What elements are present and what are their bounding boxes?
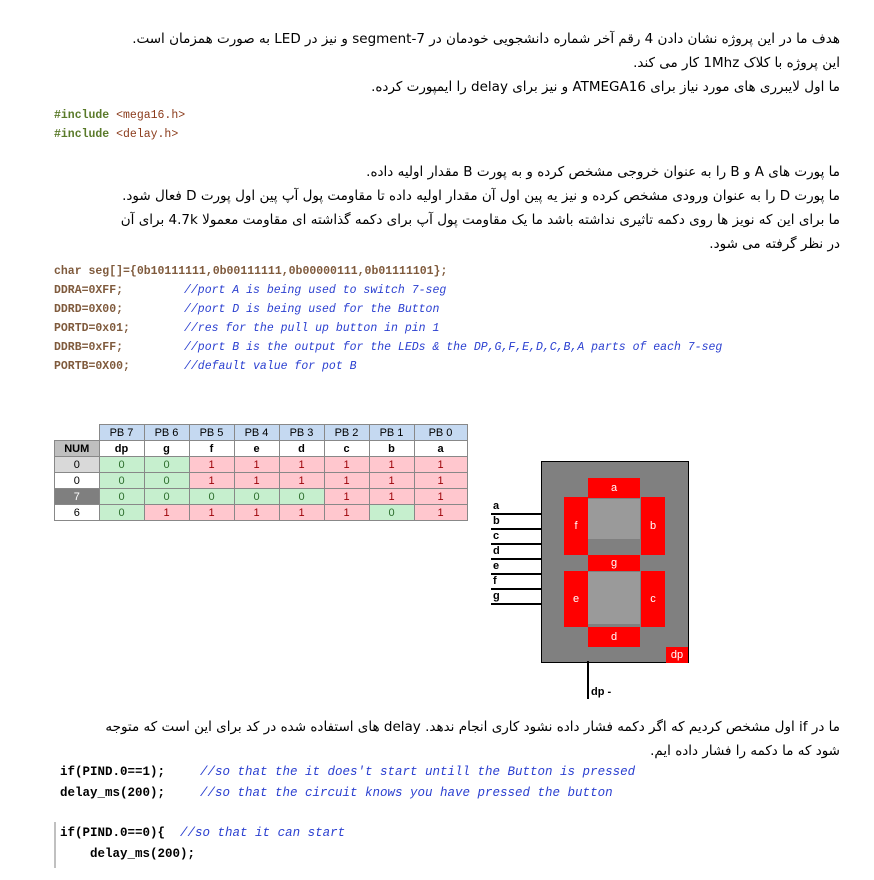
bit-cell: 1 [324,505,369,521]
segment-b: b [641,497,665,555]
pin-label: a [493,500,500,512]
code-comment: //default value for pot B [184,360,357,373]
bit-cell: 1 [414,457,467,473]
pb-header: PB 5 [189,425,234,441]
bit-cell: 0 [99,489,144,505]
pb-header: PB 6 [144,425,189,441]
seg-header: dp [99,441,144,457]
code-line [60,783,613,804]
segment-c: c [641,571,665,627]
pb-header-row [55,425,468,441]
code-comment: //so that the it does't start untill the Button is pressed [200,765,636,779]
seg-header: g [144,441,189,457]
pin-label: c [493,530,500,542]
table-row [55,457,468,473]
bit-cell: 0 [189,489,234,505]
pb-header: PB 0 [414,425,467,441]
bit-cell: 1 [324,473,369,489]
code-line [54,300,439,319]
code-array-line [54,262,447,281]
code-comment: //res for the pull up button in pin 1 [184,322,440,335]
include-directive: #include [54,109,110,122]
bit-cell: 1 [324,489,369,505]
code-statement: DDRB=0xFF; [54,341,124,354]
segment-a: a [588,478,640,498]
bit-cell: 0 [369,505,414,521]
bit-cell: 1 [234,457,279,473]
bit-cell: 1 [324,457,369,473]
pin-label: d [493,545,500,557]
seg-header: f [189,441,234,457]
num-header: NUM [55,441,100,457]
num-cell: 0 [55,457,100,473]
bit-cell: 1 [279,505,324,521]
seg-header: b [369,441,414,457]
pin-label: b [493,515,500,527]
num-cell: 0 [55,473,100,489]
pin-label: g [493,590,500,602]
pin-label: f [493,575,497,587]
code-statement: if(PIND.0==1); [60,765,166,779]
seg-header: c [324,441,369,457]
intro-line-3: ما اول لایبرری های مورد نیاز برای ATMEGA16 و نیز برای delay را ایمپورت کرده. [371,79,840,95]
bit-cell: 1 [414,505,467,521]
code-line [54,319,439,338]
code-block-3-line-2: delay_ms(200); [60,847,196,861]
seg-header: e [234,441,279,457]
bit-cell: 1 [189,457,234,473]
bit-cell: 1 [279,473,324,489]
bit-cell: 0 [144,473,189,489]
intro-line-2: این پروژه با کلاک 1Mhz کار می کند. [633,55,840,71]
bit-cell: 1 [234,473,279,489]
seg-header: d [279,441,324,457]
intro-line-1: هدف ما در این پروژه نشان دادن 4 رقم آخر شماره دانشجویی خودمان در 7-segment و نیز در LED به صورت همزمان است. [132,31,840,47]
segment-f: f [564,497,588,555]
bit-cell: 1 [369,473,414,489]
pin-line [491,573,542,575]
button-line-1: ما در if اول مشخص کردیم که اگر دکمه فشار داده نشود کاری انجام ندهد. delay های استفاده شده در کد برای این است که متوجه [105,719,840,735]
code-comment: //port D is being used for the Button [184,303,440,316]
bit-cell: 1 [414,489,467,505]
code-statement: DDRD=0X00; [54,303,124,316]
ports-line-2: ما پورت D را به عنوان ورودی مشخص کرده و نیز یه پین اول آن مقدار اولیه داده تا مقاومت پول آپ پین اول پورت D فعال شود. [122,188,840,204]
bit-cell: 1 [144,505,189,521]
pb-header: PB 2 [324,425,369,441]
pb-header: PB 3 [279,425,324,441]
bit-cell: 1 [414,473,467,489]
segment-dp: dp [666,647,688,663]
segment-window-top [588,499,640,539]
code-line [54,357,357,376]
seg-header: a [414,441,467,457]
code-comment: //port B is the output for the LEDs & the DP,G,F,E,D,C,B,A parts of each 7-seg [184,341,723,354]
include-lib-1: <mega16.h> [116,109,186,122]
include-directive: #include [54,128,110,141]
code-statement: PORTB=0X00; [54,360,130,373]
bit-cell: 0 [99,505,144,521]
code-line [54,281,446,300]
bit-cell: 1 [369,457,414,473]
bit-cell: 0 [234,489,279,505]
table-row [55,473,468,489]
pb-header: PB 4 [234,425,279,441]
pin-line [491,603,542,605]
pb-header: PB 1 [369,425,414,441]
bit-cell: 1 [189,473,234,489]
code-comment: //so that the circuit knows you have pressed the button [200,786,613,800]
code-comment: //port A is being used to switch 7-seg [184,284,447,297]
segment-g: g [588,555,640,571]
bit-cell: 1 [189,505,234,521]
dp-pin-line [587,661,589,699]
corner-blank [55,425,100,441]
pb-header: PB 7 [99,425,144,441]
bit-cell: 1 [234,505,279,521]
code-line [54,338,722,357]
segment-e: e [564,571,588,627]
include-lib-2: <delay.h> [116,128,179,141]
truth-table-body [55,457,468,521]
code-statement: delay_ms(200); [60,786,166,800]
table-row [55,505,468,521]
ports-line-1: ما پورت های A و B را به عنوان خروجی مشخص کرده و به پورت B مقدار اولیه داده. [366,164,840,180]
code-block-3-line-1 [60,823,345,844]
num-cell: 6 [55,505,100,521]
bit-cell: 0 [279,489,324,505]
pin-label: e [493,560,500,572]
seg-header-row [55,441,468,457]
code-line [60,762,635,783]
bit-cell: 1 [279,457,324,473]
code-block-3-gutter [54,822,56,868]
include-line-2 [54,125,178,144]
code-array: char seg[]={0b10111111,0b00111111,0b00000111,0b01111101}; [54,265,448,278]
truth-table [54,424,468,521]
dp-pin-label: dp - [591,686,612,698]
button-line-2: شود که ما دکمه را فشار داده ایم. [650,743,840,759]
segment-d: d [588,627,640,647]
ports-line-3: ما برای این که نویز ها روی دکمه تاثیری نداشته باشد ما یک مقاومت پول آپ برای دکمه گذاشته ای مقاومت معمولا 4.7k برای آن [120,212,840,228]
code-comment: //so that it can start [180,826,346,840]
code-if-start: if(PIND.0==0){ [60,826,166,840]
segment-window-bottom [588,572,640,624]
bit-cell: 0 [99,473,144,489]
num-cell: 7 [55,489,100,505]
bit-cell: 1 [369,489,414,505]
bit-cell: 0 [144,457,189,473]
ports-line-4: در نظر گرفته می شود. [709,236,840,252]
bit-cell: 0 [144,489,189,505]
bit-cell: 0 [99,457,144,473]
code-statement: DDRA=0XFF; [54,284,124,297]
code-statement: PORTD=0x01; [54,322,130,335]
table-row [55,489,468,505]
include-line-1 [54,106,185,125]
